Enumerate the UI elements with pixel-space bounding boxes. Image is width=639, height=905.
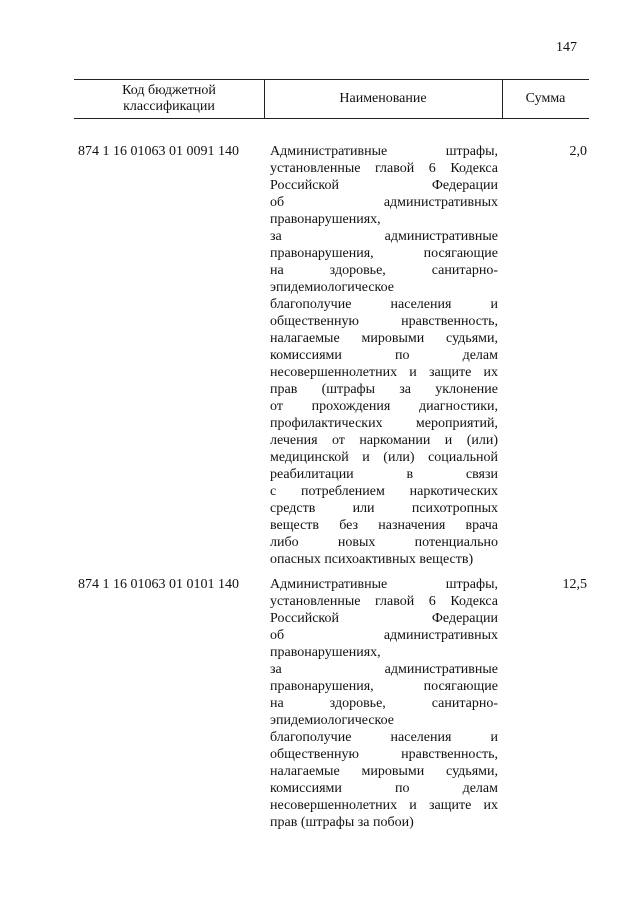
row-name-line: об административных — [270, 195, 498, 210]
row-name-line: от прохождения диагностики, — [270, 399, 498, 414]
column-header-code-line2: классификации — [123, 99, 215, 114]
column-header-sum: Сумма — [525, 91, 566, 106]
row-name-line: правонарушениях, — [270, 645, 381, 660]
row-name-line: за административные — [270, 662, 498, 677]
page-number: 147 — [556, 40, 577, 55]
row-name-line: прав (штрафы за уклонение — [270, 382, 498, 397]
row-name-line: средств или психотропных — [270, 501, 498, 516]
row-name-line: за административные — [270, 229, 498, 244]
row-name-line: общественную нравственность, — [270, 314, 498, 329]
row-name-line: комиссиями по делам — [270, 781, 498, 796]
row-name-line: несовершеннолетних и защите их — [270, 798, 498, 813]
row-name-line: комиссиями по делам — [270, 348, 498, 363]
column-header-code-line1: Код бюджетной — [122, 83, 216, 98]
row-name-line: Российской Федерации — [270, 178, 498, 193]
row-name-line: лечения от наркомании и (или) — [270, 433, 498, 448]
row-name-line: общественную нравственность, — [270, 747, 498, 762]
row-name-line: правонарушениях, — [270, 212, 381, 227]
row-name-line: Административные штрафы, — [270, 577, 498, 592]
row-sum: 12,5 — [562, 577, 587, 592]
row-name-line: медицинской и (или) социальной — [270, 450, 498, 465]
row-name-line: правонарушения, посягающие — [270, 679, 498, 694]
row-name-line: эпидемиологическое — [270, 713, 395, 728]
row-name-line: Административные штрафы, — [270, 144, 498, 159]
row-name-line: установленные главой 6 Кодекса — [270, 594, 498, 609]
column-header-code — [74, 80, 265, 118]
row-name-line: установленные главой 6 Кодекса — [270, 161, 498, 176]
column-header-name: Наименование — [264, 80, 503, 118]
row-name-line: налагаемые мировыми судьями, — [270, 764, 498, 779]
row-name-line: профилактических мероприятий, — [270, 416, 498, 431]
row-name-line: об административных — [270, 628, 498, 643]
row-code: 874 1 16 01063 01 0101 140 — [78, 577, 239, 592]
row-name-line: реабилитации в связи — [270, 467, 498, 482]
row-name-line: опасных психоактивных веществ) — [270, 552, 474, 567]
row-name-line: благополучие населения и — [270, 297, 498, 312]
row-name-line: эпидемиологическое — [270, 280, 395, 295]
row-name-line: на здоровье, санитарно- — [270, 263, 498, 278]
row-name-line: либо новых потенциально — [270, 535, 498, 550]
row-name-line: налагаемые мировыми судьями, — [270, 331, 498, 346]
row-name-line: на здоровье, санитарно- — [270, 696, 498, 711]
row-sum: 2,0 — [569, 144, 587, 159]
row-name — [270, 576, 498, 831]
row-name-line: прав (штрафы за побои) — [270, 815, 414, 830]
table-header — [74, 79, 589, 119]
row-name-line: правонарушения, посягающие — [270, 246, 498, 261]
row-name-line: благополучие населения и — [270, 730, 498, 745]
row-code: 874 1 16 01063 01 0091 140 — [78, 144, 239, 159]
row-name-line: Российской Федерации — [270, 611, 498, 626]
row-name — [270, 143, 498, 568]
row-name-line: с потреблением наркотических — [270, 484, 498, 499]
row-name-line: несовершеннолетних и защите их — [270, 365, 498, 380]
row-name-line: веществ без назначения врача — [270, 518, 498, 533]
